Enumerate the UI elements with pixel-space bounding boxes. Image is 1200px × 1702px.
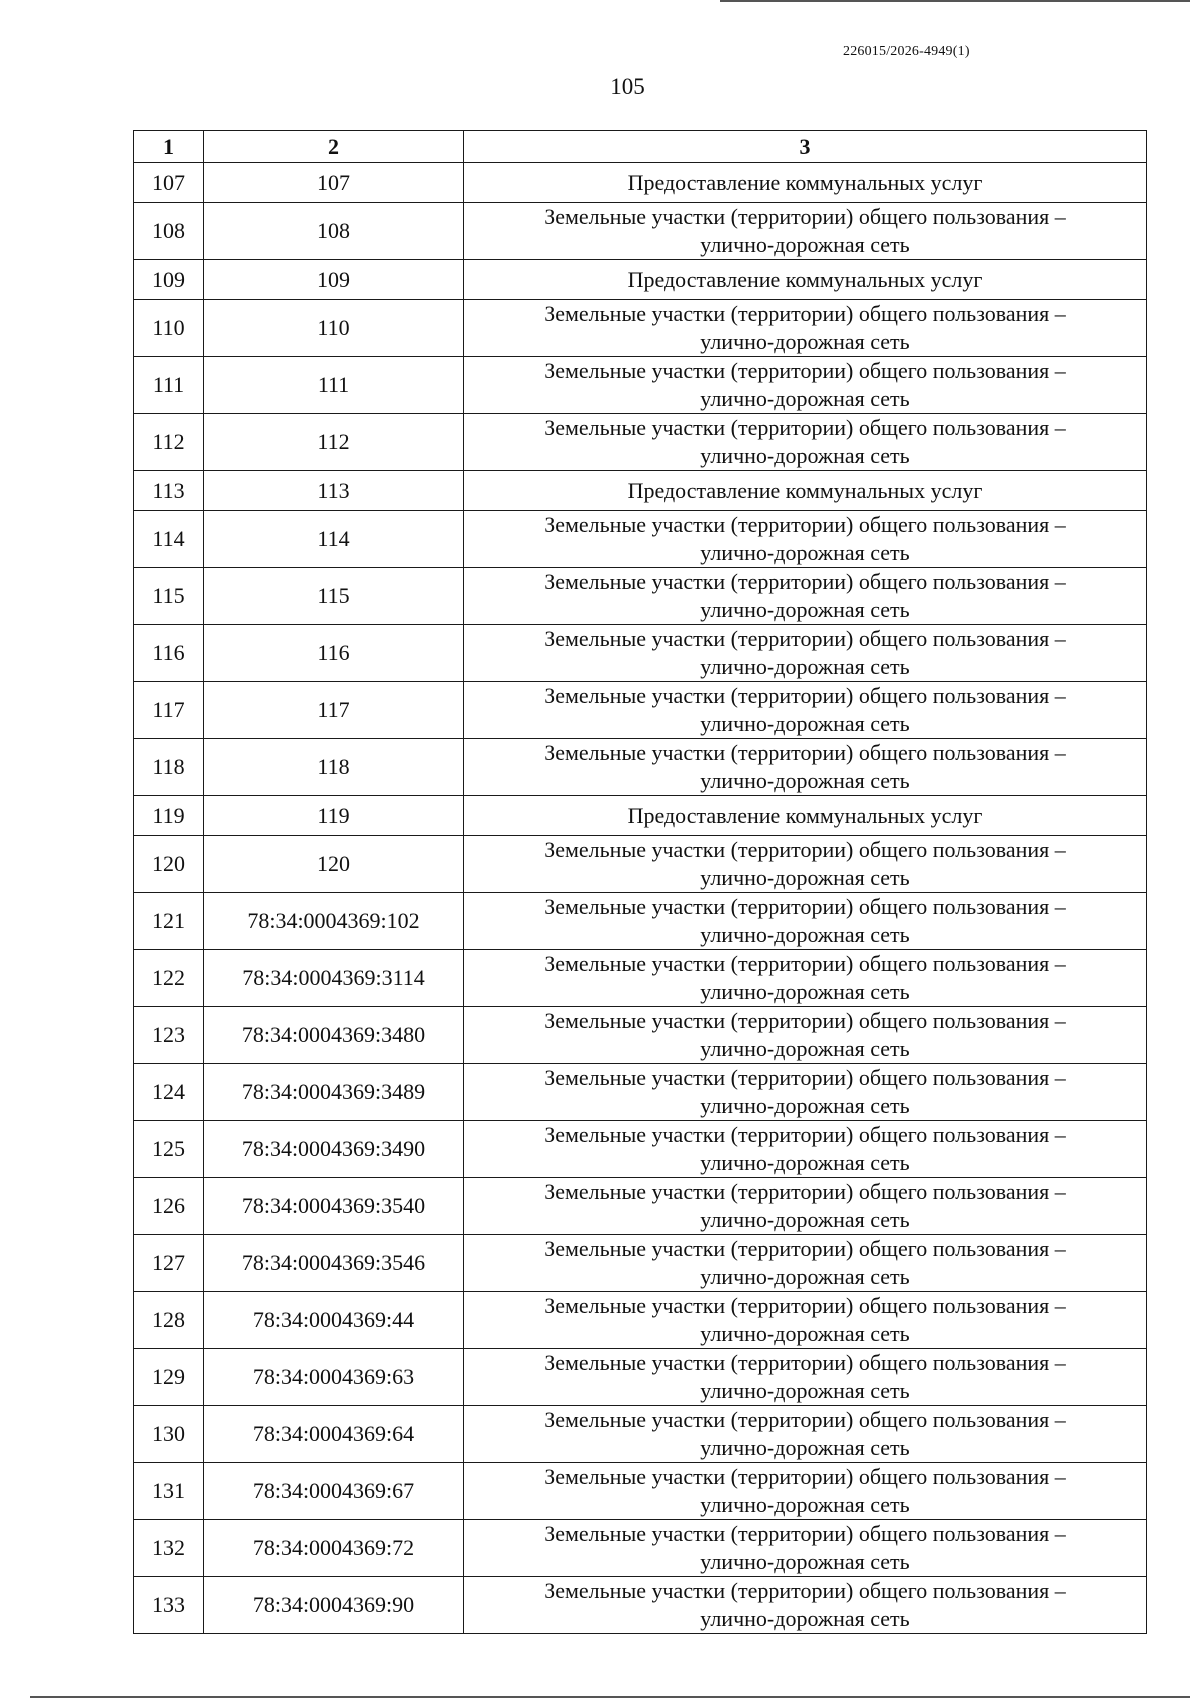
description-cell [464,1292,1147,1349]
table-row [134,625,1147,682]
description-cell [464,1577,1147,1634]
description-cell [464,739,1147,796]
description-line: улично-дорожная сеть [700,1093,910,1118]
cadastral-id-cell: 115 [204,568,464,625]
description-cell [464,471,1147,511]
table-row [134,1292,1147,1349]
cadastral-id-cell: 113 [204,471,464,511]
description-line: улично-дорожная сеть [700,232,910,257]
description-line: Земельные участки (территории) общего пользования – [544,626,1066,651]
description-cell [464,625,1147,682]
row-number-cell: 132 [134,1520,204,1577]
description-line: Земельные участки (территории) общего пользования – [544,740,1066,765]
description-cell [464,203,1147,260]
row-number-cell: 126 [134,1178,204,1235]
table-row [134,511,1147,568]
description-line: улично-дорожная сеть [700,1150,910,1175]
column-header-1: 1 [134,131,204,163]
description-line: улично-дорожная сеть [700,443,910,468]
top-scan-line [720,0,1190,2]
row-number-cell: 133 [134,1577,204,1634]
cadastral-id-cell: 110 [204,300,464,357]
row-number-cell: 112 [134,414,204,471]
description-line: Земельные участки (территории) общего пользования – [544,415,1066,440]
description-line: улично-дорожная сеть [700,1264,910,1289]
table-row [134,568,1147,625]
cadastral-id-cell: 78:34:0004369:90 [204,1577,464,1634]
description-line: улично-дорожная сеть [700,386,910,411]
description-cell [464,682,1147,739]
row-number-cell: 113 [134,471,204,511]
cadastral-id-cell: 114 [204,511,464,568]
registry-table [133,130,1147,1634]
document-number: 226015/2026-4949(1) [843,44,970,59]
cadastral-id-cell: 118 [204,739,464,796]
description-line: улично-дорожная сеть [700,1492,910,1517]
description-cell [464,1235,1147,1292]
row-number-cell: 110 [134,300,204,357]
description-line: улично-дорожная сеть [700,711,910,736]
description-line: Земельные участки (территории) общего пользования – [544,1293,1066,1318]
table-row [134,1121,1147,1178]
description-cell [464,1406,1147,1463]
table-row [134,163,1147,203]
cadastral-id-cell: 78:34:0004369:3489 [204,1064,464,1121]
table-row [134,471,1147,511]
row-number-cell: 117 [134,682,204,739]
cadastral-id-cell: 111 [204,357,464,414]
description-line: Земельные участки (территории) общего пользования – [544,951,1066,976]
description-line: улично-дорожная сеть [700,329,910,354]
cadastral-id-cell: 120 [204,836,464,893]
description-line: улично-дорожная сеть [700,597,910,622]
table-row [134,414,1147,471]
description-line: Земельные участки (территории) общего пользования – [544,204,1066,229]
row-number-cell: 119 [134,796,204,836]
row-number-cell: 127 [134,1235,204,1292]
table-row [134,1577,1147,1634]
description-line: Земельные участки (территории) общего пользования – [544,837,1066,862]
description-line: Земельные участки (территории) общего пользования – [544,683,1066,708]
description-line: Предоставление коммунальных услуг [627,266,983,292]
table-row [134,203,1147,260]
table-row [134,1178,1147,1235]
description-line: Земельные участки (территории) общего пользования – [544,1008,1066,1033]
description-line: Земельные участки (территории) общего пользования – [544,1578,1066,1603]
description-cell [464,300,1147,357]
description-cell [464,260,1147,300]
table-header [134,131,1147,163]
description-line: Земельные участки (территории) общего пользования – [544,1464,1066,1489]
row-number-cell: 111 [134,357,204,414]
cadastral-id-cell: 108 [204,203,464,260]
row-number-cell: 107 [134,163,204,203]
table-row [134,893,1147,950]
cadastral-id-cell: 78:34:0004369:102 [204,893,464,950]
cadastral-id-cell: 78:34:0004369:63 [204,1349,464,1406]
cadastral-id-cell: 112 [204,414,464,471]
description-cell [464,1463,1147,1520]
row-number-cell: 131 [134,1463,204,1520]
cadastral-id-cell: 107 [204,163,464,203]
table-row [134,682,1147,739]
table-row [134,1520,1147,1577]
cadastral-id-cell: 78:34:0004369:3480 [204,1007,464,1064]
description-line: улично-дорожная сеть [700,768,910,793]
description-line: Земельные участки (территории) общего пользования – [544,894,1066,919]
page-number: 105 [610,74,645,99]
description-line: улично-дорожная сеть [700,1207,910,1232]
cadastral-id-cell: 116 [204,625,464,682]
row-number-cell: 125 [134,1121,204,1178]
cadastral-id-cell: 78:34:0004369:3490 [204,1121,464,1178]
row-number-cell: 114 [134,511,204,568]
table-row [134,836,1147,893]
description-cell [464,414,1147,471]
table-row [134,1064,1147,1121]
description-line: Земельные участки (территории) общего пользования – [544,512,1066,537]
description-cell [464,1007,1147,1064]
cadastral-id-cell: 78:34:0004369:3546 [204,1235,464,1292]
description-cell [464,511,1147,568]
cadastral-id-cell: 78:34:0004369:44 [204,1292,464,1349]
description-line: Земельные участки (территории) общего пользования – [544,1407,1066,1432]
table-row [134,1235,1147,1292]
description-cell [464,1121,1147,1178]
description-line: Предоставление коммунальных услуг [627,802,983,828]
description-line: улично-дорожная сеть [700,1606,910,1631]
description-line: Предоставление коммунальных услуг [627,169,983,195]
description-line: улично-дорожная сеть [700,1549,910,1574]
description-line: улично-дорожная сеть [700,1378,910,1403]
table-row [134,739,1147,796]
description-cell [464,568,1147,625]
table-body [134,163,1147,1634]
description-cell [464,163,1147,203]
table-row [134,1349,1147,1406]
description-line: Земельные участки (территории) общего пользования – [544,1065,1066,1090]
cadastral-id-cell: 78:34:0004369:3114 [204,950,464,1007]
row-number-cell: 121 [134,893,204,950]
row-number-cell: 120 [134,836,204,893]
description-line: улично-дорожная сеть [700,979,910,1004]
cadastral-id-cell: 78:34:0004369:64 [204,1406,464,1463]
row-number-cell: 118 [134,739,204,796]
bottom-scan-line [30,1696,1190,1698]
description-line: улично-дорожная сеть [700,1036,910,1061]
description-line: Земельные участки (территории) общего пользования – [544,1236,1066,1261]
description-line: Земельные участки (территории) общего пользования – [544,1122,1066,1147]
row-number-cell: 124 [134,1064,204,1121]
row-number-cell: 115 [134,568,204,625]
row-number-cell: 108 [134,203,204,260]
description-line: Земельные участки (территории) общего пользования – [544,1350,1066,1375]
header-row [134,131,1147,163]
cadastral-id-cell: 78:34:0004369:72 [204,1520,464,1577]
description-line: Земельные участки (территории) общего пользования – [544,301,1066,326]
cadastral-id-cell: 119 [204,796,464,836]
description-cell [464,1064,1147,1121]
table-row [134,796,1147,836]
description-line: Земельные участки (территории) общего пользования – [544,569,1066,594]
description-line: улично-дорожная сеть [700,540,910,565]
description-line: Земельные участки (территории) общего пользования – [544,358,1066,383]
description-line: улично-дорожная сеть [700,654,910,679]
table-row [134,357,1147,414]
description-cell [464,1520,1147,1577]
column-header-2: 2 [204,131,464,163]
description-cell [464,836,1147,893]
row-number-cell: 122 [134,950,204,1007]
row-number-cell: 109 [134,260,204,300]
cadastral-id-cell: 78:34:0004369:67 [204,1463,464,1520]
description-line: улично-дорожная сеть [700,1435,910,1460]
cadastral-id-cell: 78:34:0004369:3540 [204,1178,464,1235]
table-row [134,1406,1147,1463]
description-line: улично-дорожная сеть [700,1321,910,1346]
cadastral-id-cell: 117 [204,682,464,739]
description-cell [464,893,1147,950]
row-number-cell: 129 [134,1349,204,1406]
row-number-cell: 130 [134,1406,204,1463]
row-number-cell: 128 [134,1292,204,1349]
description-line: Земельные участки (территории) общего пользования – [544,1521,1066,1546]
table-row [134,1463,1147,1520]
table-row [134,1007,1147,1064]
description-cell [464,796,1147,836]
column-header-3: 3 [464,131,1147,163]
description-cell [464,950,1147,1007]
description-cell [464,357,1147,414]
table-row [134,950,1147,1007]
description-line: Земельные участки (территории) общего пользования – [544,1179,1066,1204]
row-number-cell: 123 [134,1007,204,1064]
cadastral-id-cell: 109 [204,260,464,300]
description-line: улично-дорожная сеть [700,865,910,890]
description-line: улично-дорожная сеть [700,922,910,947]
table-row [134,260,1147,300]
table-row [134,300,1147,357]
row-number-cell: 116 [134,625,204,682]
description-line: Предоставление коммунальных услуг [627,477,983,503]
description-cell [464,1178,1147,1235]
description-cell [464,1349,1147,1406]
